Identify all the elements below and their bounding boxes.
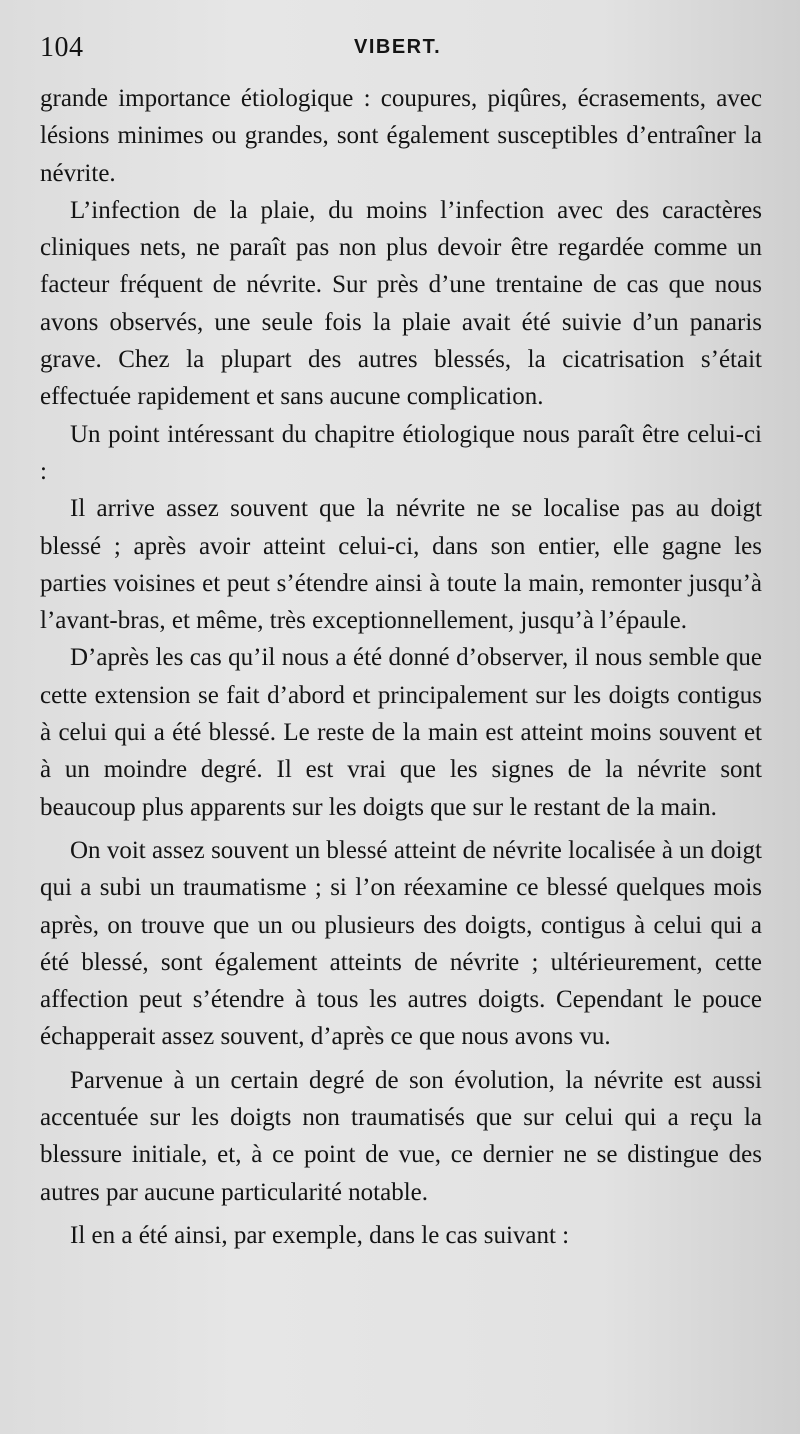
body-text [40,80,762,1254]
page-header [40,32,760,66]
page-number: 104 [40,32,84,63]
running-head: VIBERT. [354,36,442,58]
paragraph-1: grande importance étiologique : coupures, piqûres, écrasements, avec lésions minimes ou grandes, sont également susceptibles d’entraîner la névrite. [40,85,762,187]
paragraph-4: Il arrive assez souvent que la névrite ne se localise pas au doigt blessé ; après avoir atteint celui-ci, dans son entier, elle gagne les parties voisines et peut s’étendre ainsi à toute la main, remonter jusqu’à l’avant-bras, et même, très exceptionnellement, jusqu’à l’épaule. [40,495,762,635]
paragraph-7: Parvenue à un certain degré de son évolution, la névrite est aussi accentuée sur les doigts non traumatisés que sur celui qui a reçu la blessure initiale, et, à ce point de vue, ce dernier ne se distingue des autres par aucune particularité notable. [40,1066,762,1206]
paragraph-2: L’infection de la plaie, du moins l’infection avec des caractères cliniques nets, ne paraît pas non plus devoir être regardée comme un facteur fréquent de névrite. Sur près d’une trentaine de cas que nous avons observés, une seule fois la plaie avait été suivie d’un panaris grave. Chez la plupart des autres blessés, la cicatrisation s’était effectuée rapidement et sans aucune complication. [40,196,762,411]
paragraph-6: On voit assez souvent un blessé atteint de névrite localisée à un doigt qui a subi un traumatisme ; si l’on réexamine ce blessé quelques mois après, on trouve que un ou plusieurs des doigts, contigus à celui qui a été blessé, sont également atteints de névrite ; ultérieurement, cette affection peut s’étendre à tous les autres doigts. Cependant le pouce échapperait assez souvent, d’après ce que nous avons vu. [40,836,762,1051]
paragraph-3: Un point intéressant du chapitre étiologique nous paraît être celui-ci : [40,420,762,485]
paragraph-8: Il en a été ainsi, par exemple, dans le cas suivant : [70,1221,570,1249]
paragraph-5: D’après les cas qu’il nous a été donné d’observer, il nous semble que cette extension se fait d’abord et principalement sur les doigts contigus à celui qui a été blessé. Le reste de la main est atteint moins souvent et à un moindre degré. Il est vrai que les signes de la névrite sont beaucoup plus apparents sur les doigts que sur le restant de la main. [40,644,762,821]
